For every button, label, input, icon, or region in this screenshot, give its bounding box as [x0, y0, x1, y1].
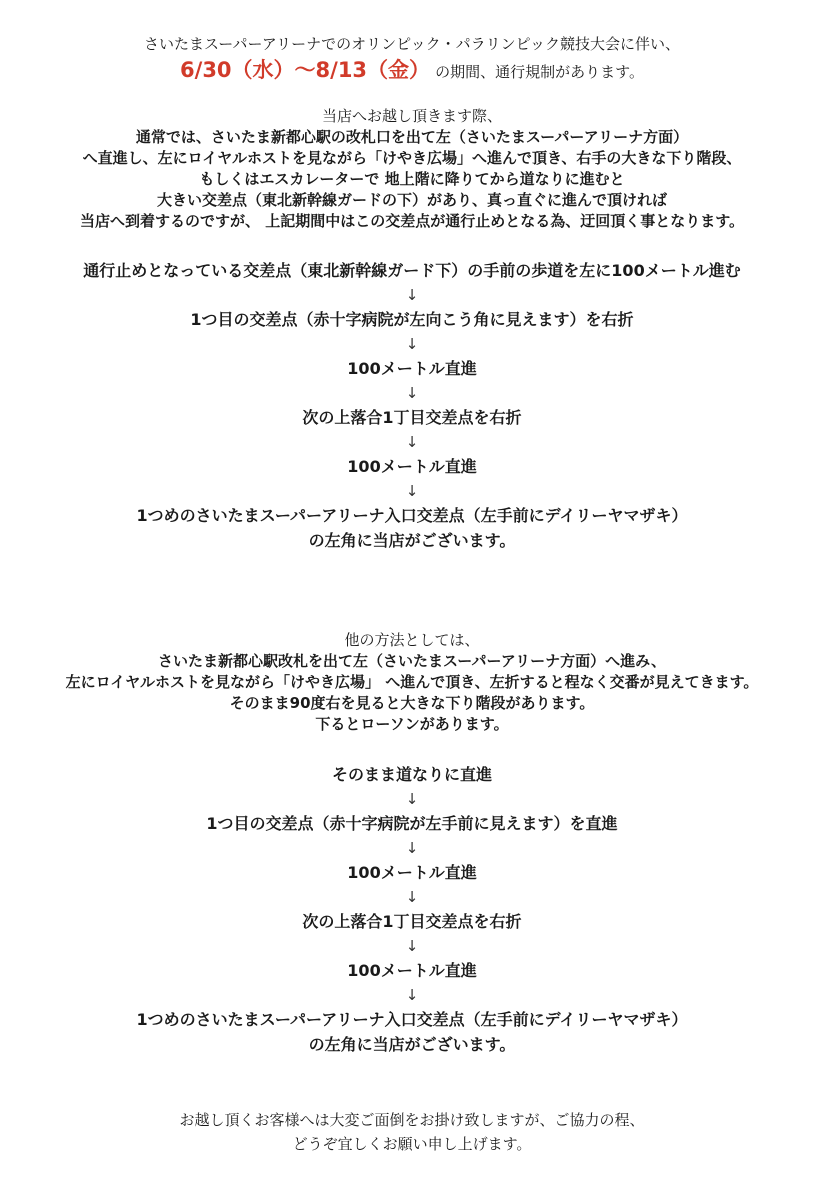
down-arrow-icon: ↓: [405, 888, 419, 906]
closure-period: 6/30（水）〜8/13（金）: [180, 58, 431, 82]
route1-step-4: 次の上落合1丁目交差点を右折: [302, 408, 522, 427]
down-arrow-icon: ↓: [405, 937, 419, 955]
down-arrow-icon: ↓: [405, 384, 419, 402]
route1-step-2: 1つ目の交差点（赤十字病院が左向こう角に見えます）を右折: [190, 310, 634, 329]
closing-section: [0, 1108, 824, 1156]
down-arrow-icon: ↓: [405, 335, 419, 353]
notice-line-1: さいたまスーパーアリーナでのオリンピック・パラリンピック競技大会に伴い、: [144, 35, 680, 53]
route2-step-6: 1つめのさいたまスーパーアリーナ入口交差点（左手前にデイリーヤマザキ）: [136, 1010, 688, 1029]
other-line: さいたま新都心駅改札を出て左（さいたまスーパーアリーナ方面）へ進み、: [157, 652, 667, 670]
route1-step-1: 通行止めとなっている交差点（東北新幹線ガード下）の手前の歩道を左に100メートル進む: [83, 261, 741, 280]
other-line: そのまま90度右を見ると大きな下り階段があります。: [229, 694, 595, 712]
route2-step-1: そのまま道なりに直進: [331, 765, 492, 784]
usual-line: 大きい交差点（東北新幹線ガードの下）があり、真っ直ぐに進んで頂ければ: [156, 191, 667, 209]
down-arrow-icon: ↓: [405, 482, 419, 500]
closing-line-2: どうぞ宜しくお願い申し上げます。: [292, 1135, 532, 1153]
route1-step-6: 1つめのさいたまスーパーアリーナ入口交差点（左手前にデイリーヤマザキ）: [136, 506, 688, 525]
detour-route-1: [0, 258, 824, 553]
notice-section: [0, 34, 824, 87]
other-intro: 他の方法としては、: [344, 631, 480, 649]
down-arrow-icon: ↓: [405, 986, 419, 1004]
closing-line-1: お越し頂くお客様へは大変ご面倒をお掛け致しますが、ご協力の程、: [179, 1111, 645, 1129]
detour-route-2: [0, 762, 824, 1057]
usual-line: 当店へ到着するのですが、 上記期間中はこの交差点が通行止めとなる為、迂回頂く事となります。: [79, 212, 745, 230]
route2-destination: の左角に当店がございます。: [308, 1035, 516, 1054]
route2-step-5: 100メートル直進: [347, 961, 477, 980]
other-line: 下るとローソンがあります。: [315, 715, 509, 733]
route1-destination: の左角に当店がございます。: [308, 531, 516, 550]
route1-step-5: 100メートル直進: [347, 457, 477, 476]
usual-line: 通常では、さいたま新都心駅の改札口を出て左（さいたまスーパーアリーナ方面）: [135, 128, 689, 146]
down-arrow-icon: ↓: [405, 790, 419, 808]
route2-step-2: 1つ目の交差点（赤十字病院が左手前に見えます）を直進: [206, 814, 618, 833]
down-arrow-icon: ↓: [405, 286, 419, 304]
usual-intro: 当店へお越し頂きます際、: [321, 107, 502, 125]
route2-step-3: 100メートル直進: [347, 863, 477, 882]
usual-line: もしくはエスカレーターで 地上階に降りてから道なりに進むと: [199, 170, 625, 188]
down-arrow-icon: ↓: [405, 839, 419, 857]
notice-line-2: [0, 55, 824, 87]
other-line: 左にロイヤルホストを見ながら「けやき広場」 へ進んで頂き、左折すると程なく交番が見えてきます。: [65, 673, 759, 691]
notice-line-2-suffix: の期間、通行規制があります。: [435, 63, 644, 81]
route2-step-4: 次の上落合1丁目交差点を右折: [302, 912, 522, 931]
route1-step-3: 100メートル直進: [347, 359, 477, 378]
usual-line: へ直進し、左にロイヤルホストを見ながら「けやき広場」へ進んで頂き、右手の大きな下り階段、: [82, 149, 742, 167]
usual-route-section: [0, 106, 824, 232]
down-arrow-icon: ↓: [405, 433, 419, 451]
other-route-section: [0, 630, 824, 735]
